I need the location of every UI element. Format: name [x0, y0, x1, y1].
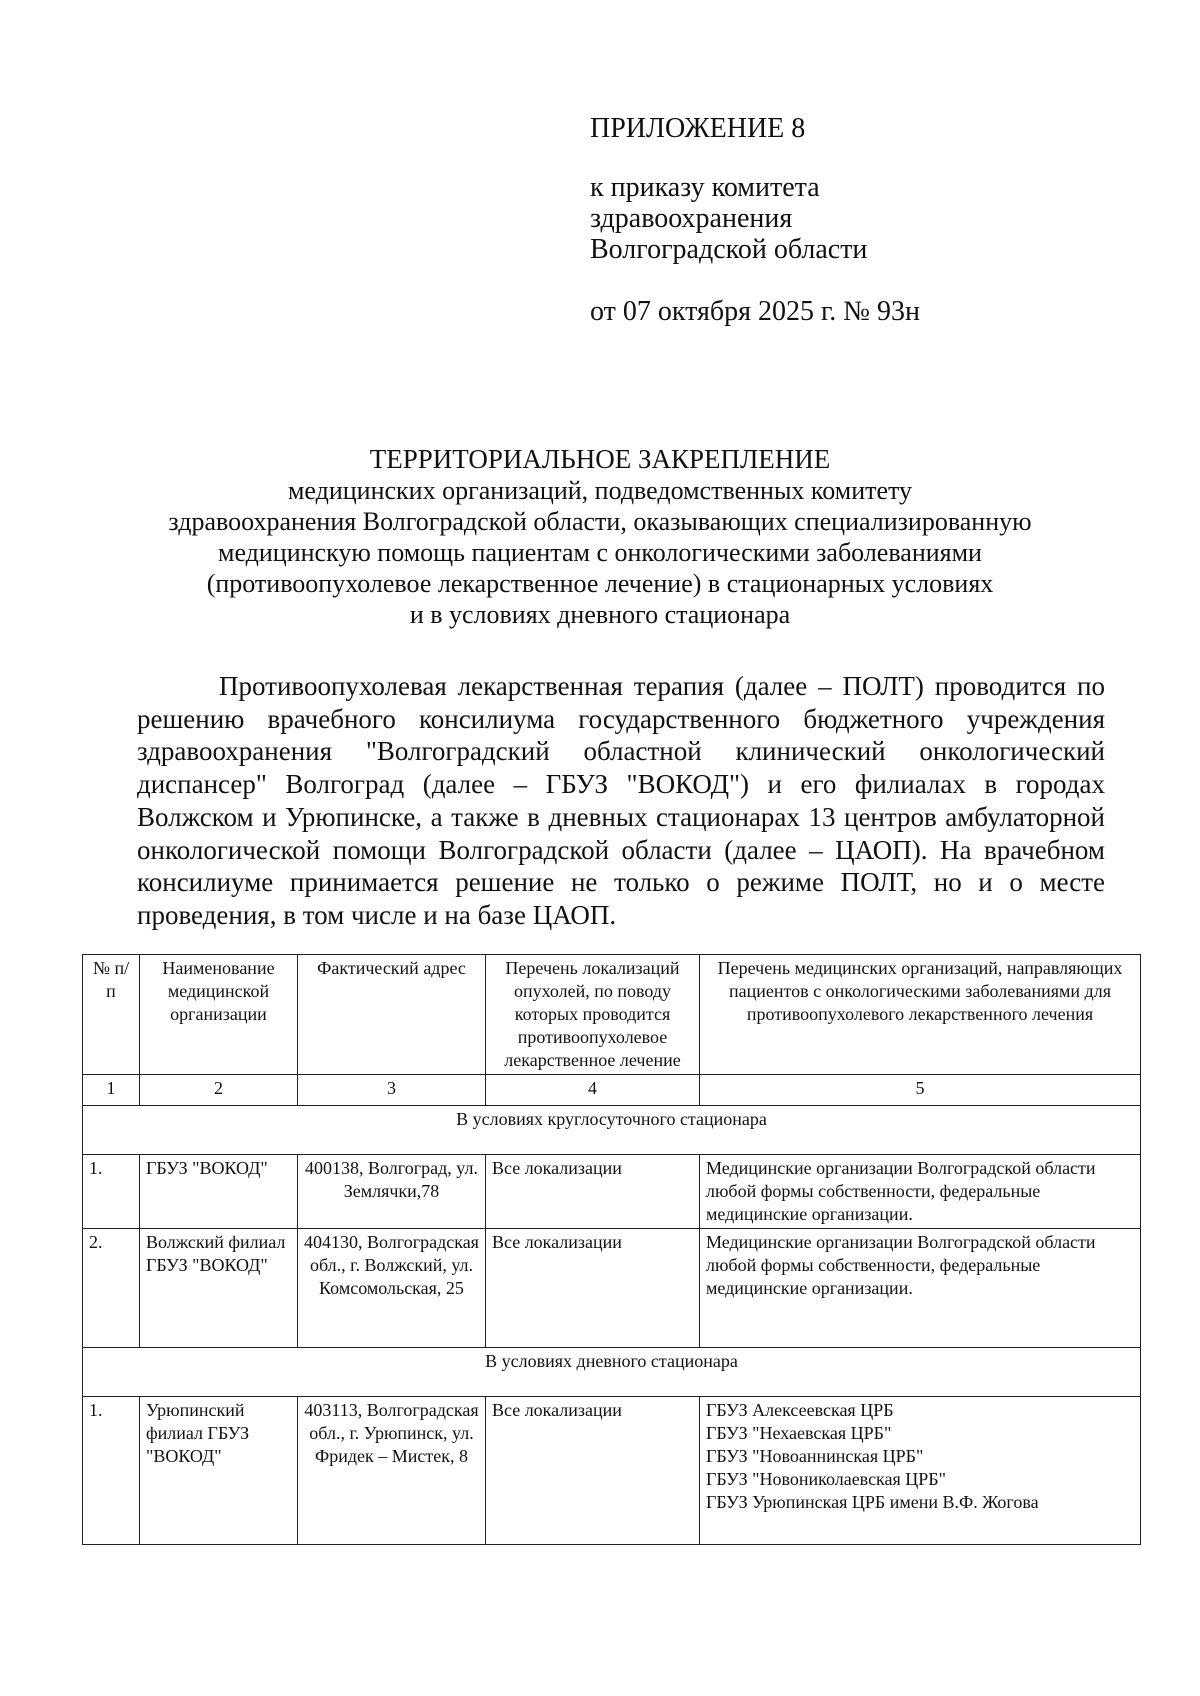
row-number: 2. [83, 1229, 140, 1348]
organization-address: 403113, Волгоградская обл., г. Урюпинск, ул. Фридек – Мистек, 8 [298, 1397, 486, 1545]
column-number: 2 [140, 1075, 298, 1106]
document-title-main: ТЕРРИТОРИАЛЬНОЕ ЗАКРЕПЛЕНИЕ [369, 444, 831, 474]
list-item: ГБУЗ "Нехаевская ЦРБ" [706, 1423, 892, 1443]
table-header-row [83, 955, 1141, 1075]
document-title-line: (противоопухолевое лекарственное лечение) в стационарных условиях [206, 569, 994, 598]
column-number: 4 [486, 1075, 700, 1106]
organization-name: Урюпинский филиал ГБУЗ "ВОКОД" [140, 1397, 298, 1545]
document-title-line: и в условиях дневного стационара [409, 600, 791, 629]
referring-organizations-list [700, 1397, 1141, 1545]
section-title-day-hospital: В условиях дневного стационара [83, 1348, 1141, 1397]
intro-paragraph: Противоопухолевая лекарственная терапия (далее – ПОЛТ) проводится по решению врачебного консилиума государственного бюджетного учреждения здравоохранения "Волгоградский областной клинический онкологический диспансер" Волгоград (далее – ГБУЗ "ВОКОД") и его филиалах в городах Волжском и Урюпинске, а также в дневных стационарах 13 центров амбулаторной онкологической помощи Волгоградской области (далее – ЦАОП). На врачебном консилиуме принимается решение не только о режиме ПОЛТ, но и о месте проведения, в том числе и на базе ЦАОП. [137, 671, 1105, 930]
document-title-line: медицинских организаций, подведомственных комитету [287, 476, 913, 505]
column-number: 5 [700, 1075, 1141, 1106]
localizations: Все локализации [486, 1229, 700, 1348]
organization-name: Волжский филиал ГБУЗ "ВОКОД" [140, 1229, 298, 1348]
referring-organizations: Медицинские организации Волгоградской области любой формы собственности, федеральные медицинские организации. [700, 1229, 1141, 1348]
header-organization: Наименование медицинской организации [140, 955, 298, 1075]
localizations: Все локализации [486, 1397, 700, 1545]
header-address: Фактический адрес [298, 955, 486, 1075]
document-title-line: здравоохранения Волгоградской области, оказывающих специализированную [168, 507, 1032, 536]
organization-name: ГБУЗ "ВОКОД" [140, 1155, 298, 1229]
appendix-title: ПРИЛОЖЕНИЕ 8 [590, 113, 806, 144]
section-row [83, 1348, 1141, 1397]
localizations: Все локализации [486, 1155, 700, 1229]
order-reference-line: Волгоградской области [590, 234, 868, 265]
row-number: 1. [83, 1155, 140, 1229]
section-title-24h: В условиях круглосуточного стационара [83, 1106, 1141, 1155]
organization-address: 400138, Волгоград, ул. Землячки,78 [298, 1155, 486, 1229]
row-number: 1. [83, 1397, 140, 1545]
organization-address: 404130, Волгоградская обл., г. Волжский, ул. Комсомольская, 25 [298, 1229, 486, 1348]
header-number: № п/п [83, 955, 140, 1075]
referring-organizations: Медицинские организации Волгоградской области любой формы собственности, федеральные медицинские организации. [700, 1155, 1141, 1229]
order-reference-line: здравоохранения [590, 203, 793, 234]
column-number-row [83, 1075, 1141, 1106]
list-item: ГБУЗ Урюпинская ЦРБ имени В.Ф. Жогова [706, 1492, 1039, 1512]
document-title [100, 444, 1100, 630]
list-item: ГБУЗ "Новониколаевская ЦРБ" [706, 1469, 946, 1489]
column-number: 3 [298, 1075, 486, 1106]
territorial-table [82, 954, 1141, 1545]
order-reference-line: к приказу комитета [590, 172, 820, 203]
table-row [83, 1397, 1141, 1545]
list-item: ГБУЗ "Новоаннинская ЦРБ" [706, 1446, 924, 1466]
header-localizations: Перечень локализаций опухолей, по поводу которых проводится противоопухолевое лекарственное лечение [486, 955, 700, 1075]
table-row [83, 1229, 1141, 1348]
section-row [83, 1106, 1141, 1155]
header-referring-organizations: Перечень медицинских организаций, направляющих пациентов с онкологическими заболеваниями для противоопухолевого лекарственного лечения [700, 955, 1141, 1075]
appendix-block [590, 112, 1150, 328]
document-title-line: медицинскую помощь пациентам с онкологическими заболеваниями [218, 538, 982, 567]
list-item: ГБУЗ Алексеевская ЦРБ [706, 1400, 894, 1420]
order-reference [590, 172, 1150, 265]
table-row [83, 1155, 1141, 1229]
order-date: от 07 октября 2025 г. № 93н [590, 296, 920, 327]
column-number: 1 [83, 1075, 140, 1106]
